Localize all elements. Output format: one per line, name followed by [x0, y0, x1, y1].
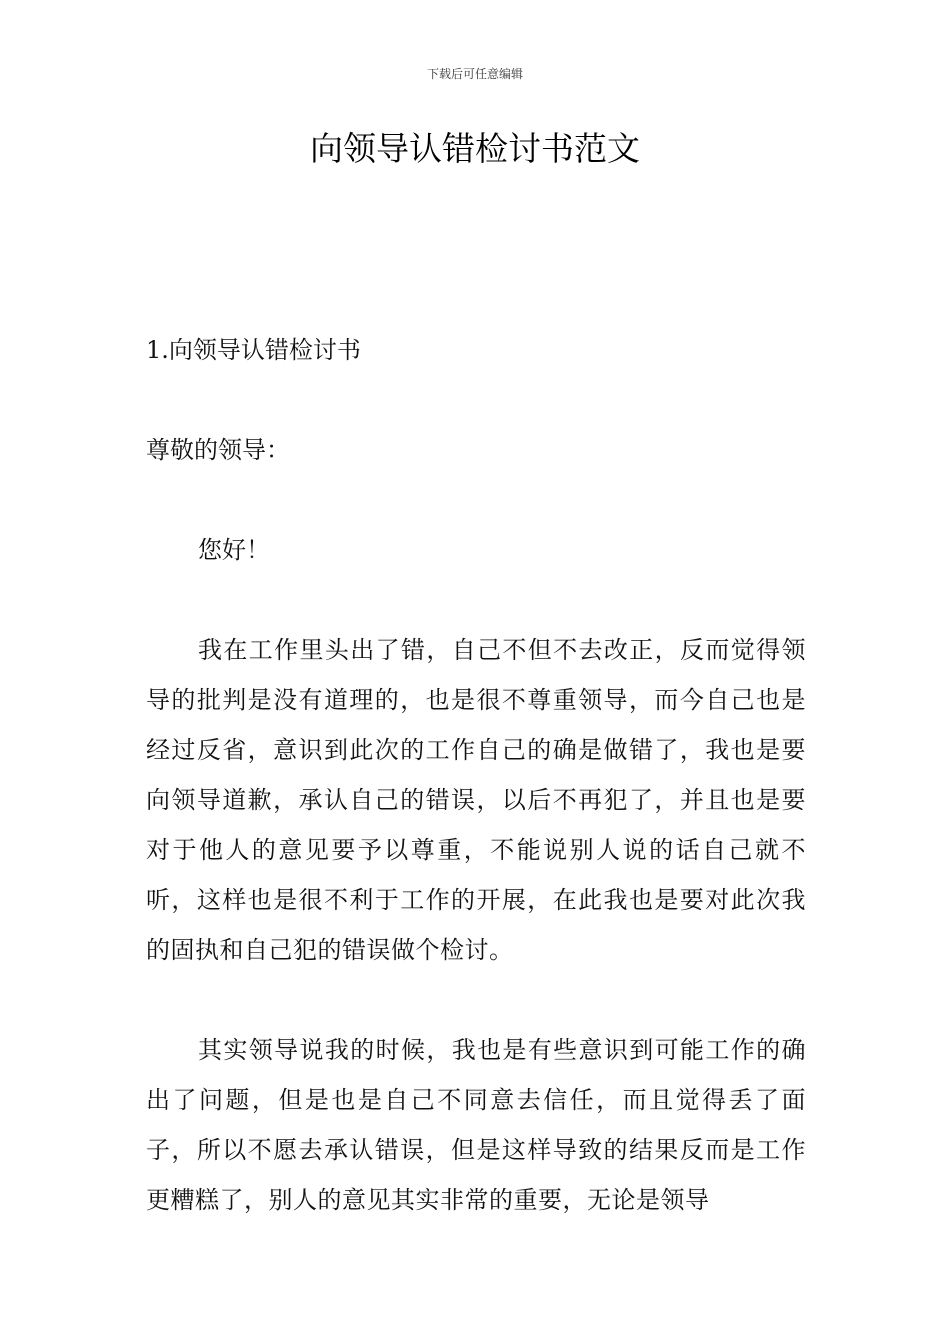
header-note: 下载后可任意编辑	[426, 67, 523, 81]
document-title: 向领导认错检讨书范文	[310, 129, 640, 168]
body-paragraph: 其实领导说我的时候，我也是有些意识到可能工作的确出了问题，但是也是自己不同意去信任，而且觉得丢了面子，所以不愿去承认错误，但是这样导致的结果反而是工作更糟糕了，别人的意见其实非常的重要，无论是领导	[146, 1036, 806, 1214]
greeting: 您好！	[198, 536, 270, 564]
body-paragraph: 我在工作里头出了错，自己不但不去改正，反而觉得领导的批判是没有道理的，也是很不尊重领导，而今自己也是经过反省，意识到此次的工作自己的确是做错了，我也是要向领导道歉，承认自己的错误，以后不再犯了，并且也是要对于他人的意见要予以尊重，不能说别人说的话自己就不听，这样也是很不利于工作的开展，在此我也是要对此次我的固执和自己犯的错误做个检讨。	[146, 636, 806, 964]
salutation: 尊敬的领导：	[146, 436, 290, 464]
section-heading: 1.向领导认错检讨书	[146, 336, 361, 364]
